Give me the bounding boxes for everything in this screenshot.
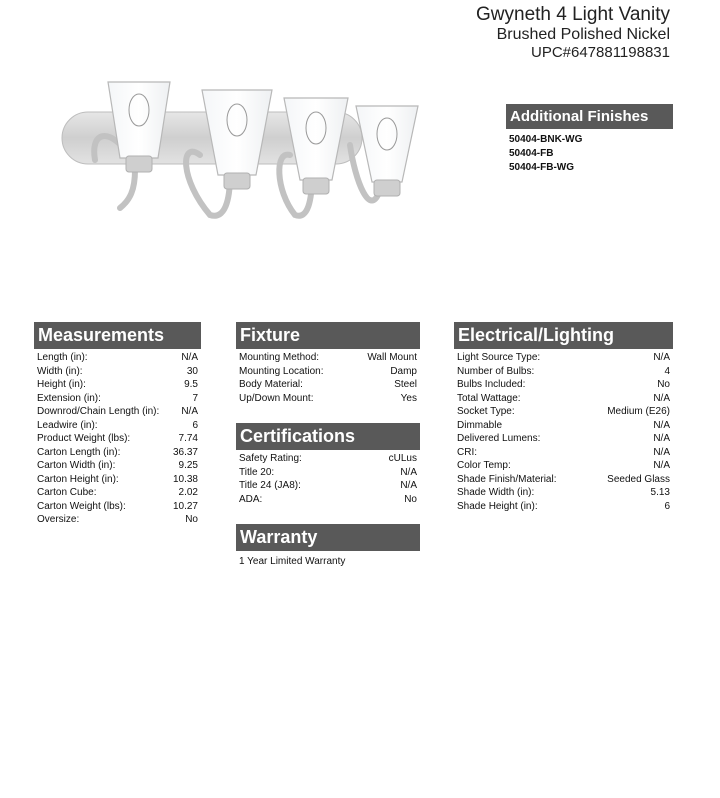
fixture-title: Fixture — [236, 322, 420, 349]
spec-row — [34, 351, 201, 365]
spec-row — [34, 419, 201, 433]
spec-value: Yes — [400, 392, 417, 404]
spec-value: 36.37 — [172, 446, 198, 458]
spec-value: N/A — [400, 466, 417, 478]
spec-label: Up/Down Mount: — [239, 392, 314, 404]
spec-label: Carton Width (in): — [37, 460, 116, 471]
spec-value: N/A — [653, 446, 670, 458]
finish-item: 50404-FB-WG — [509, 162, 575, 173]
spec-row — [34, 500, 201, 514]
fixture-section — [236, 322, 420, 405]
spec-row — [236, 378, 420, 392]
spec-value: Damp — [390, 365, 417, 377]
spec-row — [34, 473, 201, 487]
spec-label: Safety Rating: — [239, 453, 302, 464]
spec-row — [454, 486, 673, 500]
spec-label: Carton Cube: — [37, 487, 97, 498]
spec-label: Delivered Lumens: — [457, 433, 541, 444]
spec-row — [236, 452, 420, 466]
spec-row — [454, 405, 673, 419]
additional-finishes — [506, 104, 673, 175]
spec-value: N/A — [653, 352, 670, 363]
spec-label: Leadwire (in): — [37, 419, 98, 431]
warranty-text: 1 Year Limited Warranty — [239, 556, 346, 567]
spec-row — [454, 365, 673, 379]
spec-row — [236, 493, 420, 507]
spec-label: Shade Height (in): — [457, 500, 538, 512]
spec-row — [34, 378, 201, 392]
spec-value: 4 — [664, 365, 670, 377]
finish-item: 50404-BNK-WG — [509, 134, 583, 145]
product-title: Gwyneth 4 Light Vanity — [476, 4, 670, 25]
spec-label: Carton Length (in): — [37, 446, 121, 458]
spec-label: Extension (in): — [37, 392, 101, 404]
spec-row — [454, 432, 673, 446]
spec-row — [34, 405, 201, 419]
spec-value: N/A — [653, 419, 670, 431]
spec-label: Mounting Location: — [239, 365, 324, 377]
spec-value: Seeded Glass — [607, 473, 670, 485]
fixture-rows — [236, 351, 420, 405]
spec-value: 10.38 — [172, 473, 198, 485]
spec-label: Oversize: — [37, 514, 80, 525]
spec-label: ADA: — [239, 493, 263, 505]
spec-value: N/A — [181, 406, 198, 417]
spec-value: 6 — [192, 419, 198, 431]
spec-label: Shade Finish/Material: — [457, 473, 557, 485]
spec-value: 7.74 — [178, 433, 198, 444]
spec-row — [454, 473, 673, 487]
spec-value: No — [657, 379, 670, 390]
spec-value: 30 — [186, 365, 198, 377]
spec-row — [34, 459, 201, 473]
spec-label: Bulbs Included: — [457, 379, 526, 390]
spec-label: Width (in): — [37, 365, 83, 377]
spec-row — [454, 392, 673, 406]
spec-row — [454, 419, 673, 433]
spec-value: 6 — [664, 500, 670, 512]
spec-label: Shade Width (in): — [457, 487, 535, 498]
spec-row — [454, 378, 673, 392]
finish-item: 50404-FB — [509, 148, 554, 159]
spec-label: Body Material: — [239, 379, 303, 390]
certifications-title: Certifications — [236, 423, 420, 450]
spec-row — [236, 365, 420, 379]
spec-value: N/A — [653, 392, 670, 404]
spec-row — [236, 392, 420, 406]
spec-label: Dimmable — [457, 419, 503, 431]
spec-label: Title 24 (JA8): — [239, 480, 301, 491]
spec-row — [34, 365, 201, 379]
spec-value: No — [185, 514, 198, 525]
spec-row — [34, 486, 201, 500]
spec-row — [34, 446, 201, 460]
spec-label: Color Temp: — [457, 460, 511, 471]
spec-label: Socket Type: — [457, 406, 515, 417]
spec-value: N/A — [653, 433, 670, 444]
electrical-section — [454, 322, 673, 513]
spec-row — [454, 500, 673, 514]
spec-value: N/A — [653, 460, 670, 471]
spec-label: Carton Height (in): — [37, 473, 119, 485]
spec-value: Steel — [394, 379, 417, 390]
spec-label: CRI: — [457, 446, 477, 458]
spec-value: No — [404, 493, 417, 505]
spec-row — [236, 466, 420, 480]
warranty-section — [236, 524, 420, 569]
spec-value: 9.5 — [184, 379, 198, 390]
spec-label: Total Wattage: — [457, 392, 521, 404]
spec-label: Light Source Type: — [457, 352, 541, 363]
spec-label: Carton Weight (lbs): — [37, 500, 126, 512]
spec-value: Wall Mount — [367, 352, 417, 363]
product-image — [50, 70, 440, 235]
spec-value: 9.25 — [178, 460, 198, 471]
spec-row — [236, 479, 420, 493]
spec-row — [454, 351, 673, 365]
spec-value: 10.27 — [172, 500, 198, 512]
spec-value: 5.13 — [650, 487, 670, 498]
product-upc: UPC#647881198831 — [530, 44, 670, 62]
measurements-rows — [34, 351, 201, 527]
spec-row — [34, 392, 201, 406]
warranty-title: Warranty — [236, 524, 420, 551]
spec-value: N/A — [400, 480, 417, 491]
spec-value: 2.02 — [178, 487, 198, 498]
spec-row — [454, 459, 673, 473]
spec-row — [236, 351, 420, 365]
measurements-title: Measurements — [34, 322, 201, 349]
spec-value: cULus — [388, 453, 417, 464]
electrical-rows — [454, 351, 673, 513]
certifications-rows — [236, 452, 420, 506]
spec-header — [476, 4, 670, 61]
product-finish: Brushed Polished Nickel — [496, 25, 670, 43]
spec-label: Length (in): — [37, 352, 88, 363]
spec-value: Medium (E26) — [607, 406, 670, 417]
spec-value: N/A — [181, 352, 198, 363]
spec-label: Mounting Method: — [239, 352, 320, 363]
spec-label: Height (in): — [37, 379, 86, 390]
spec-row — [34, 513, 201, 527]
spec-label: Number of Bulbs: — [457, 365, 535, 377]
spec-row — [454, 446, 673, 460]
spec-value: 7 — [192, 392, 198, 404]
spec-row — [34, 432, 201, 446]
electrical-title: Electrical/Lighting — [454, 322, 673, 349]
spec-label: Product Weight (lbs): — [37, 433, 131, 444]
certifications-section — [236, 423, 420, 506]
measurements-section — [34, 322, 201, 527]
additional-finishes-title: Additional Finishes — [506, 104, 673, 129]
spec-label: Downrod/Chain Length (in): — [37, 406, 160, 417]
spec-label: Title 20: — [239, 466, 275, 478]
